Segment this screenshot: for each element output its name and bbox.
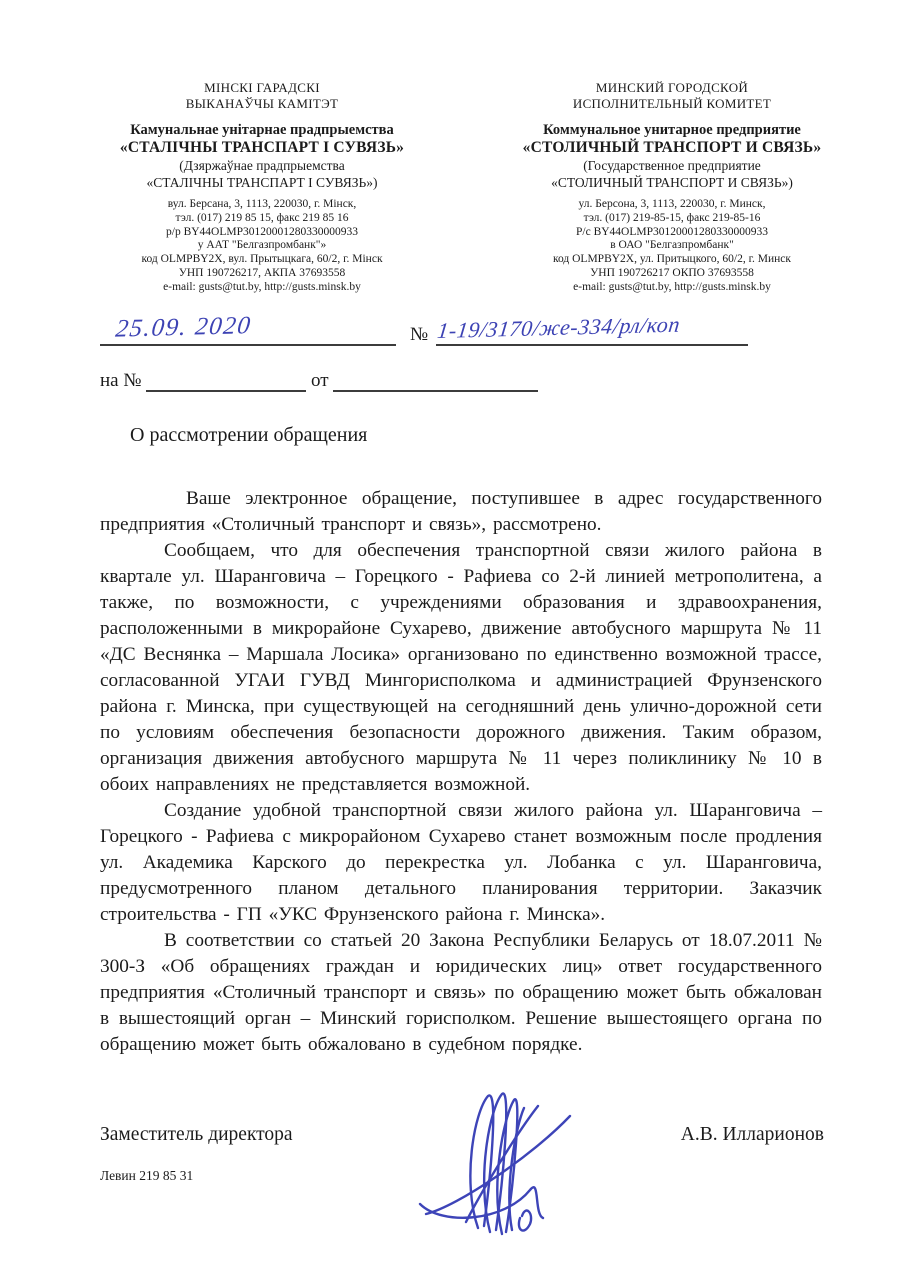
body-paragraph: Ваше электронное обращение, поступившее в адрес государственного предприятия «Столичный транспорт и связь», рассмотрено. bbox=[100, 488, 822, 535]
signer-position: Заместитель директора bbox=[100, 1124, 293, 1145]
address-block bbox=[472, 198, 872, 295]
address-line: e-mail: gusts@tut.by, http://gusts.minsk.by bbox=[573, 280, 771, 293]
handwritten-date: 25.09. 2020 bbox=[114, 312, 253, 343]
body-paragraph: Сообщаем, что для обеспечения транспортной связи жилого района в квартале ул. Шаранговича – Горецкого - Рафиева со 2-й линией метрополитена, а также, по возможности, с учреждениями образования и здравоохранения, расположенными в микрорайоне Сухарево, движение автобусного маршрута № 11 «ДС Веснянка – Маршала Лосика» организовано по единственно возможной трассе, согласованной УГАИ ГУВД Мингорисполкома и администрацией Фрунзенского района г. Минска, при существующей на сегодняшний день улично-дорожной сети по условиям обеспечения безопасности дорожного движения. Таким образом, организация движения автобусного маршрута № 11 через поликлинику № 10 в обоих направлениях не представляется возможной. bbox=[100, 540, 822, 795]
address-line: УНП 190726217 ОКПО 37693558 bbox=[590, 266, 754, 279]
committee-name-line: МІНСКІ ГАРАДСКІ bbox=[204, 80, 320, 95]
company-subname-line: (Дзяржаўнае прадпрыемства bbox=[179, 158, 345, 173]
address-line: код OLMPBY2X, ул. Притыцкого, 60/2, г. Минск bbox=[552, 253, 791, 266]
letter-body bbox=[100, 486, 822, 1058]
address-line: ул. Берсона, 3, 1113, 220030, г. Минск, bbox=[578, 198, 766, 210]
from-label: от bbox=[310, 370, 329, 391]
reply-number-blank bbox=[146, 390, 306, 392]
reply-to-label: на № bbox=[100, 370, 142, 391]
company-name-line: «СТАЛІЧНЫ ТРАНСПАРТ І СУВЯЗЬ» bbox=[119, 139, 405, 156]
address-line: УНП 190726217, АКПА 37693558 bbox=[178, 266, 346, 279]
address-line: код OLMPBY2X, вул. Прытыцкага, 60/2, г. Мінск bbox=[141, 253, 383, 266]
date-line bbox=[100, 312, 396, 346]
letterhead-belarusian bbox=[58, 80, 466, 295]
body-paragraph: Создание удобной транспортной связи жилого района ул. Шаранговича – Горецкого - Рафиева с микрорайоном Сухарево станет возможным после продления ул. Академика Карского до перекрестка ул. Лобанка с ул. Шаранговича, предусмотренного планом детального планирования территории. Заказчик строительства - ГП «УКС Фрунзенского района г. Минска». bbox=[100, 800, 822, 925]
address-line: р/р BY44OLMP30120001280330000933 bbox=[166, 225, 358, 238]
company-name-line: Камунальнае унітарнае прадпрыемства bbox=[130, 122, 394, 138]
letterhead-russian bbox=[472, 80, 872, 295]
company-name-line: «СТОЛИЧНЫЙ ТРАНСПОРТ И СВЯЗЬ» bbox=[522, 139, 822, 156]
company-subname-line: «СТОЛИЧНЫЙ ТРАНСПОРТ И СВЯЗЬ») bbox=[551, 175, 793, 190]
address-line: тэл. (017) 219-85-15, факс 219-85-16 bbox=[583, 211, 761, 224]
address-line: вул. Берсана, 3, 1113, 220030, г. Мінск, bbox=[167, 198, 357, 210]
company-subname-line: (Государственное предприятие bbox=[583, 158, 761, 173]
reply-date-blank bbox=[333, 390, 538, 392]
address-line: в ОАО "Белгазпромбанк" bbox=[610, 239, 734, 252]
reference-block bbox=[100, 311, 830, 398]
subject-line: О рассмотрении обращения bbox=[130, 424, 368, 446]
outgoing-number-row bbox=[100, 311, 830, 362]
signer-name: А.В. Илларионов bbox=[680, 1124, 824, 1145]
committee-name-line: ВЫКАНАЎЧЫ КАМІТЭТ bbox=[185, 96, 339, 111]
signature-ink bbox=[412, 1086, 582, 1238]
company-name-line: Коммунальное унитарное предприятие bbox=[543, 122, 801, 138]
executor-note: Левин 219 85 31 bbox=[100, 1168, 194, 1183]
committee-name-line: МИНСКИЙ ГОРОДСКОЙ bbox=[595, 80, 749, 95]
handwritten-number: 1-19/3170/же-334/рл/коп bbox=[436, 311, 682, 344]
address-line: тэл. (017) 219 85 15, факс 219 85 16 bbox=[175, 211, 349, 224]
address-line: e-mail: gusts@tut.by, http://gusts.minsk.by bbox=[163, 280, 361, 293]
address-block bbox=[58, 198, 466, 295]
body-paragraph: В соответствии со статьей 20 Закона Республики Беларусь от 18.07.2011 № 300-З «Об обращениях граждан и юридических лиц» ответ государственного предприятия «Столичный транспорт и связь» по обращению может быть обжалован в вышестоящий орган – Минский горисполком. Решение вышестоящего органа по обращению может быть обжаловано в судебном порядке. bbox=[100, 930, 822, 1055]
incoming-number-row bbox=[100, 370, 830, 398]
address-line: Р/с BY44OLMP30120001280330000933 bbox=[576, 225, 768, 238]
number-sign: № bbox=[410, 324, 429, 345]
company-subname-line: «СТАЛІЧНЫ ТРАНСПАРТ І СУВЯЗЬ») bbox=[146, 175, 378, 190]
number-line bbox=[436, 311, 748, 346]
address-line: у ААТ "Белгазпромбанк"» bbox=[197, 239, 327, 252]
committee-name-line: ИСПОЛНИТЕЛЬНЫЙ КОМИТЕТ bbox=[572, 96, 772, 111]
